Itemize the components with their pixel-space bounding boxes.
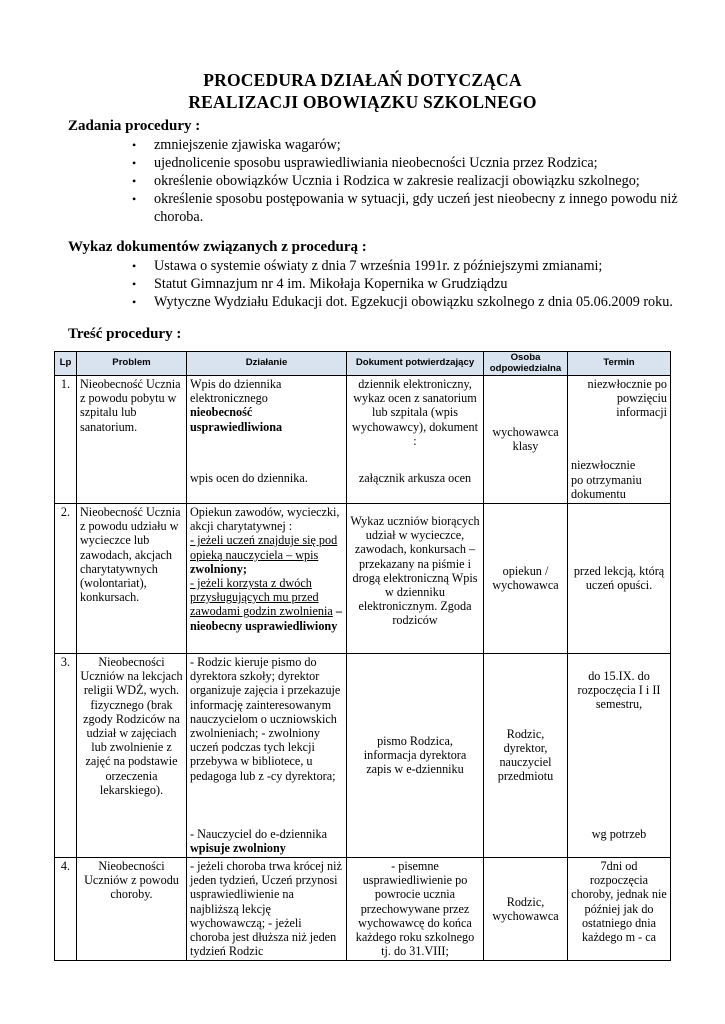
zadania-heading: Zadania procedury : — [68, 118, 201, 134]
table-header-row — [55, 352, 671, 376]
wykaz-heading: Wykaz dokumentów związanych z procedurą : — [68, 239, 367, 255]
cell-lp: 3. — [55, 654, 77, 858]
table-row — [55, 858, 671, 961]
cell-dokument: - pisemne usprawiedliwienie po powrocie ucznia przechowywane przez wychowawcę do końca każdego roku szkolnego tj. do 31.VIII; — [347, 858, 484, 961]
zadania-list — [118, 136, 678, 226]
bullet-icon: • — [132, 138, 137, 152]
cell-osoba: Rodzic, dyrektor, nauczyciel przedmiotu — [484, 654, 568, 858]
document-title-line1: PROCEDURA DZIAŁAŃ DOTYCZĄCA — [203, 70, 522, 90]
bullet-icon: • — [132, 295, 137, 309]
cell-termin: 7dni od rozpoczęcia choroby, jednak nie później jak do ostatniego dnia każdego m - ca — [568, 858, 671, 961]
cell-dzialanie: - jeżeli choroba trwa krócej niż jeden tydzień, Uczeń przynosi usprawiedliwienie na najbliższą lekcję wychowawczą; - jeżeli choroba jest dłuższa niż jeden tydzień Rodzic — [187, 858, 347, 961]
list-item: • Ustawa o systemie oświaty z dnia 7 września 1991r. z późniejszymi zmianami; — [132, 258, 603, 274]
cell-osoba: opiekun / wychowawca — [484, 504, 568, 654]
col-header-lp: Lp — [55, 352, 77, 376]
cell-dzialanie: Wpis do dziennika elektronicznego nieobecność usprawiedliwiona wpis ocen do dziennika. — [187, 376, 347, 504]
cell-termin: przed lekcją, którą uczeń opuści. — [568, 504, 671, 654]
bullet-icon: • — [132, 174, 137, 188]
cell-osoba: wychowawca klasy — [484, 376, 568, 504]
bullet-icon: • — [132, 192, 137, 206]
list-item: • określenie sposobu postępowania w sytuacji, gdy uczeń jest nieobecny z innego powodu niż choroba. — [132, 191, 678, 225]
list-item: • określenie obowiązków Ucznia i Rodzica w zakresie realizacji obowiązku szkolnego; — [132, 173, 640, 189]
wykaz-list — [118, 257, 678, 311]
table-row — [55, 504, 671, 654]
col-header-osoba: Osoba odpowiedzialna — [484, 352, 568, 376]
list-item: • Wytyczne Wydziału Edukacji dot. Egzekucji obowiązku szkolnego z dnia 05.06.2009 roku. — [132, 294, 673, 310]
cell-problem: Nieobecności Uczniów z powodu choroby. — [77, 858, 187, 961]
cell-termin: niezwłocznie po powzięciu informacji niezwłocznie po otrzymaniu dokumentu — [568, 376, 671, 504]
tresc-heading: Treść procedury : — [68, 326, 182, 342]
cell-osoba: Rodzic, wychowawca — [484, 858, 568, 961]
col-header-problem: Problem — [77, 352, 187, 376]
cell-dokument: Wykaz uczniów biorących udział w wycieczce, zawodach, konkursach – przekazany na piśmie i drogą elektroniczną Wpis w dzienniku elektronicznym. Zgoda rodziców — [347, 504, 484, 654]
cell-lp: 1. — [55, 376, 77, 504]
cell-dokument: dziennik elektroniczny, wykaz ocen z sanatorium lub szpitala (wpis wychowawcy), dokument : załącznik arkusza ocen — [347, 376, 484, 504]
cell-dokument: pismo Rodzica, informacja dyrektora zapis w e-dzienniku — [347, 654, 484, 858]
cell-lp: 4. — [55, 858, 77, 961]
cell-problem: Nieobecności Uczniów na lekcjach religii WDŻ, wych. fizycznego (brak zgody Rodziców na udział w zajęciach lub zwolnienie z zajęć na podstawie orzeczenia lekarskiego). — [77, 654, 187, 858]
bullet-icon: • — [132, 277, 137, 291]
table-row — [55, 376, 671, 504]
document-title-line2: REALIZACJI OBOWIĄZKU SZKOLNEGO — [188, 92, 537, 112]
bullet-icon: • — [132, 156, 137, 170]
list-item: • ujednolicenie sposobu usprawiedliwiania nieobecności Ucznia przez Rodzica; — [132, 155, 598, 171]
table-row — [55, 654, 671, 858]
col-header-termin: Termin — [568, 352, 671, 376]
cell-termin: do 15.IX. do rozpoczęcia I i II semestru, wg potrzeb — [568, 654, 671, 858]
cell-dzialanie: Opiekun zawodów, wycieczki, akcji charytatywnej : - jeżeli uczeń znajduje się pod opieką nauczyciela – wpis zwolniony; - jeżeli korzysta z dwóch przysługujących mu przed zawodami godzin zwolnienia – nieobecny usprawiedliwiony — [187, 504, 347, 654]
list-item: • zmniejszenie zjawiska wagarów; — [132, 137, 341, 153]
col-header-dzialanie: Działanie — [187, 352, 347, 376]
list-item: • Statut Gimnazjum nr 4 im. Mikołaja Kopernika w Grudziądzu — [132, 276, 508, 292]
procedure-table — [54, 351, 671, 961]
cell-problem: Nieobecność Ucznia z powodu udziału w wycieczce lub zawodach, akcjach charytatywnych (wolontariat), konkursach. — [77, 504, 187, 654]
cell-lp: 2. — [55, 504, 77, 654]
cell-problem: Nieobecność Ucznia z powodu pobytu w szpitalu lub sanatorium. — [77, 376, 187, 504]
cell-dzialanie: - Rodzic kieruje pismo do dyrektora szkoły; dyrektor organizuje zajęcia i przekazuje informację zainteresowanym nauczycielom o uczniowskich zwolnieniach; - zwolniony uczeń podczas tych lekcji przebywa w bibliotece, u pedagoga lub z -cy dyrektora; - Nauczyciel do e-dziennika wpisuje zwolniony — [187, 654, 347, 858]
col-header-dokument: Dokument potwierdzający — [347, 352, 484, 376]
bullet-icon: • — [132, 259, 137, 273]
